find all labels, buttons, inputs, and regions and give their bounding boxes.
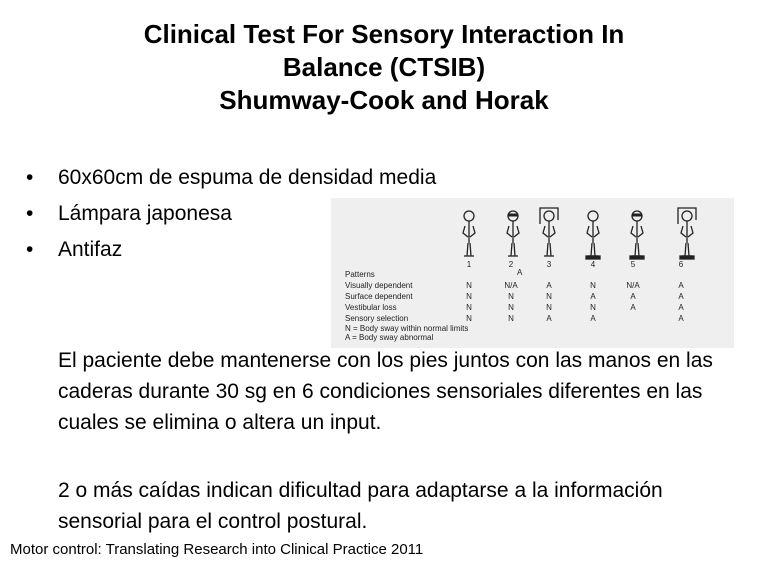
extra-mark: A [517,268,523,277]
standing-figure-icon [586,211,600,259]
pattern-cell: N [466,292,472,301]
list-item: • Antifaz [26,232,436,268]
title-line: Balance (CTSIB) [282,52,486,82]
pattern-cell: N [590,281,596,290]
pattern-row-label: Surface dependent [345,292,413,301]
pattern-cell: N [508,292,514,301]
pattern-cell: A [630,292,636,301]
title-line: Clinical Test For Sensory Interaction In [143,19,625,49]
condition-number: 1 [466,260,472,269]
condition-number: 6 [678,260,684,269]
pattern-cell: A [546,281,552,290]
pattern-cell: N [466,303,472,312]
condition-number: 3 [546,260,552,269]
pattern-row-label: Visually dependent [345,281,413,290]
standing-figure-icon [540,208,558,256]
pattern-cell: N/A [504,281,518,290]
condition-number: 5 [630,260,636,269]
pattern-cell: A [678,314,684,323]
standing-figure-icon [507,211,519,256]
pattern-cell: N [590,303,596,312]
pattern-row-label: Sensory selection [345,314,409,323]
legend-normal: N = Body sway within normal limits [345,324,469,333]
patterns-label: Patterns [345,270,375,279]
pattern-cell: N [466,314,472,323]
title-line: Shumway-Cook and Horak [219,85,549,115]
condition-number: 2 [508,260,514,269]
pattern-cell: N [508,303,514,312]
ctsib-conditions-figure [331,198,734,348]
list-item: • 60x60cm de espuma de densidad media [26,160,436,196]
citation: Motor control: Translating Research into Clinical Practice 2011 [10,541,424,558]
pattern-row-label: Vestibular loss [345,303,397,312]
pattern-cell: N [546,292,552,301]
legend-abnormal: A = Body sway abnormal [345,333,434,342]
procedure-paragraph: El paciente debe mantenerse con los pies juntos con las manos en las caderas durante 30 sg en 6 condiciones sensoriales diferentes en las cuales se elimina o altera un input. [58,349,713,434]
pattern-cell: A [590,314,596,323]
pattern-cell: A [590,292,596,301]
pattern-cell: A [678,303,684,312]
pattern-cell: N/A [626,281,640,290]
standing-figure-icon [678,208,696,259]
pattern-cell: N [466,281,472,290]
condition-number: 4 [590,260,596,269]
interpretation-paragraph: 2 o más caídas indican dificultad para adaptarse a la información sensorial para el control postural. [58,479,663,533]
pattern-cell: A [630,303,636,312]
standing-figure-icon [630,211,644,259]
pattern-cell: A [546,314,552,323]
pattern-cell: A [678,292,684,301]
pattern-cell: N [546,303,552,312]
conditions-illustration [331,198,734,348]
pattern-cell: N [508,314,514,323]
slide-title [0,18,768,117]
standing-figure-icon [463,211,475,256]
list-item: • Lámpara japonesa [26,196,436,232]
pattern-cell: A [678,281,684,290]
